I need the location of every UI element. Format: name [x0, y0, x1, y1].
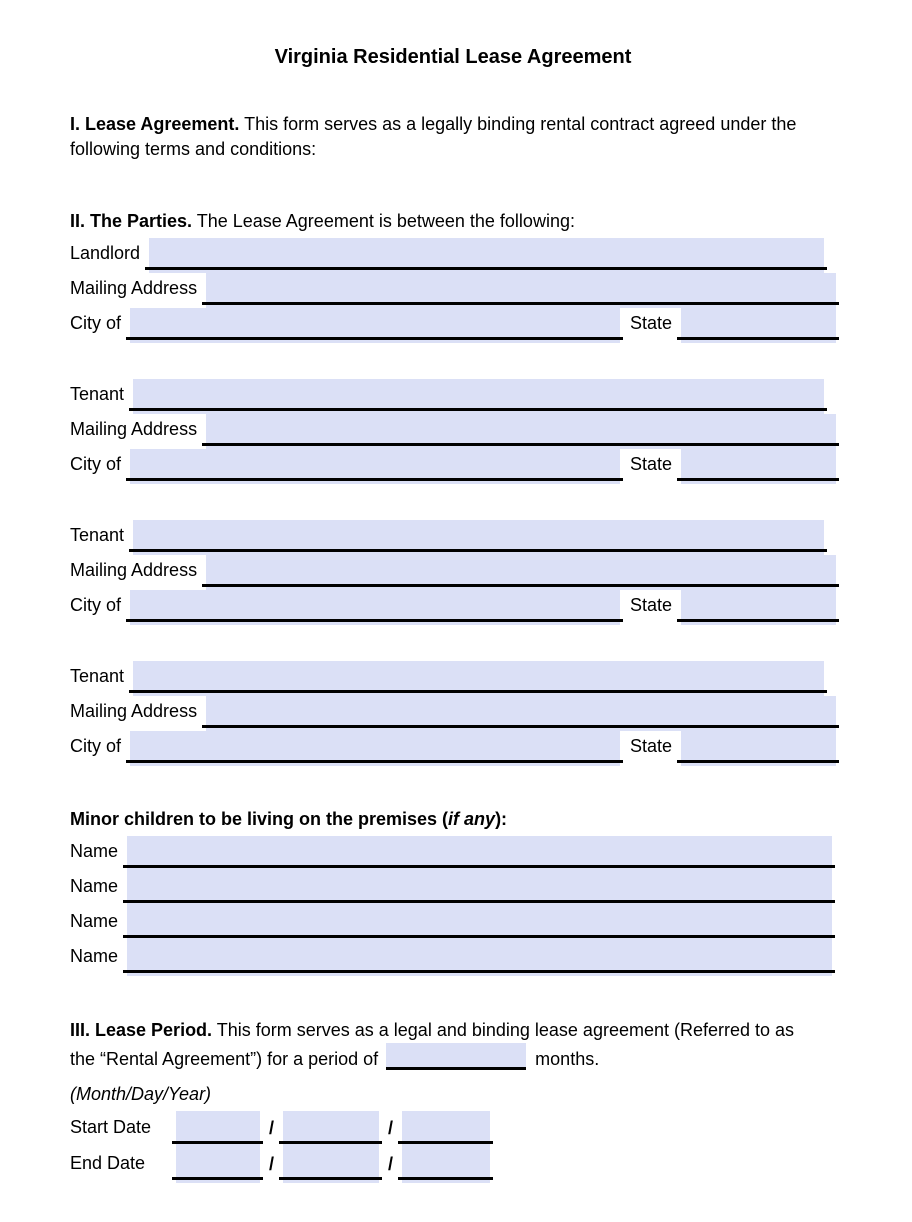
- landlord-mailing-row: [70, 273, 836, 308]
- tenant-1-name-field[interactable]: [133, 379, 824, 414]
- tenant-label: Tenant: [70, 525, 125, 545]
- tenant-3-mailing-address-field[interactable]: [206, 696, 836, 731]
- section-2-heading-line: [70, 208, 836, 234]
- tenant-name-row: [70, 379, 836, 414]
- lease-period-months-field[interactable]: [386, 1043, 526, 1070]
- section-2-heading: II. The Parties.: [70, 211, 193, 231]
- start-date-month-field[interactable]: [176, 1111, 260, 1147]
- child-name-row: [70, 871, 836, 906]
- child-name-field-1[interactable]: [127, 836, 832, 871]
- minor-children-heading-text: Minor children to be living on the premises (: [70, 809, 449, 829]
- tenant-3-state-field[interactable]: [681, 731, 836, 766]
- tenant-label: Tenant: [70, 384, 125, 404]
- tenant-2-mailing-address-field[interactable]: [206, 555, 836, 590]
- child-name-field-4[interactable]: [127, 941, 832, 976]
- date-separator: /: [388, 1118, 394, 1138]
- tenant-2-name-field[interactable]: [133, 520, 824, 555]
- tenant-1-mailing-address-field[interactable]: [206, 414, 836, 449]
- section-3-heading: III. Lease Period.: [70, 1020, 213, 1040]
- tenant-name-row: [70, 661, 836, 696]
- city-label: City of: [70, 595, 122, 615]
- end-date-month-field[interactable]: [176, 1147, 260, 1183]
- minor-children-heading-suffix: ):: [495, 809, 508, 829]
- start-date-year-field[interactable]: [402, 1111, 490, 1147]
- end-date-year-field[interactable]: [402, 1147, 490, 1183]
- tenant-city-state-row: [70, 449, 836, 484]
- landlord-city-state-row: [70, 308, 836, 343]
- start-date-label: Start Date: [70, 1117, 152, 1137]
- start-date-day-field[interactable]: [283, 1111, 379, 1147]
- minor-children-heading: [70, 806, 836, 832]
- state-label: State: [629, 454, 672, 474]
- tenant-city-state-row: [70, 731, 836, 766]
- section-1-paragraph: [70, 112, 820, 162]
- landlord-label: Landlord: [70, 243, 141, 263]
- section-3-paragraph: [70, 1018, 810, 1072]
- tenant-3-name-field[interactable]: [133, 661, 824, 696]
- minor-children-heading-italic: if any: [448, 809, 496, 829]
- tenant-mailing-row: [70, 414, 836, 449]
- child-name-row: [70, 906, 836, 941]
- section-1-body: This form serves as a legally binding rental contract agreed under the following terms and conditions:: [70, 114, 797, 159]
- date-format-note: (Month/Day/Year): [70, 1084, 212, 1104]
- landlord-name-row: [70, 238, 836, 273]
- section-3-body: This form serves as a legal and binding lease agreement (Referred to as the “Rental Agreement”) for a period of: [70, 1020, 795, 1069]
- city-label: City of: [70, 313, 122, 333]
- child-name-label: Name: [70, 946, 119, 966]
- section-2-body: The Lease Agreement is between the following:: [192, 211, 575, 231]
- mailing-address-label: Mailing Address: [70, 701, 198, 721]
- city-label: City of: [70, 736, 122, 756]
- landlord-city-field[interactable]: [130, 308, 620, 343]
- child-name-row: [70, 941, 836, 976]
- landlord-mailing-address-field[interactable]: [206, 273, 836, 308]
- date-separator: /: [388, 1154, 394, 1174]
- date-separator: /: [269, 1154, 275, 1174]
- child-name-row: [70, 836, 836, 871]
- mailing-address-label: Mailing Address: [70, 419, 198, 439]
- state-label: State: [629, 595, 672, 615]
- tenant-city-state-row: [70, 590, 836, 625]
- section-3-body-suffix: months.: [530, 1049, 600, 1069]
- end-date-day-field[interactable]: [283, 1147, 379, 1183]
- tenant-mailing-row: [70, 696, 836, 731]
- minor-children-block: [70, 836, 836, 976]
- child-name-label: Name: [70, 911, 119, 931]
- landlord-state-field[interactable]: [681, 308, 836, 343]
- tenant-2-city-field[interactable]: [130, 590, 620, 625]
- child-name-field-2[interactable]: [127, 871, 832, 906]
- child-name-label: Name: [70, 876, 119, 896]
- tenant-mailing-row: [70, 555, 836, 590]
- party-block-tenant-1: [70, 379, 836, 484]
- party-block-tenant-2: [70, 520, 836, 625]
- mailing-address-label: Mailing Address: [70, 560, 198, 580]
- party-block-landlord: [70, 238, 836, 343]
- page-title: Virginia Residential Lease Agreement: [274, 46, 632, 68]
- tenant-2-state-field[interactable]: [681, 590, 836, 625]
- landlord-name-field[interactable]: [149, 238, 824, 273]
- date-separator: /: [269, 1118, 275, 1138]
- child-name-field-3[interactable]: [127, 906, 832, 941]
- end-date-label: End Date: [70, 1153, 146, 1173]
- tenant-1-city-field[interactable]: [130, 449, 620, 484]
- tenant-3-city-field[interactable]: [130, 731, 620, 766]
- state-label: State: [629, 736, 672, 756]
- end-date-row: [70, 1147, 836, 1183]
- start-date-row: [70, 1111, 836, 1147]
- mailing-address-label: Mailing Address: [70, 278, 198, 298]
- child-name-label: Name: [70, 841, 119, 861]
- party-block-tenant-3: [70, 661, 836, 766]
- tenant-1-state-field[interactable]: [681, 449, 836, 484]
- state-label: State: [629, 313, 672, 333]
- tenant-name-row: [70, 520, 836, 555]
- tenant-label: Tenant: [70, 666, 125, 686]
- section-1-heading: I. Lease Agreement.: [70, 114, 240, 134]
- city-label: City of: [70, 454, 122, 474]
